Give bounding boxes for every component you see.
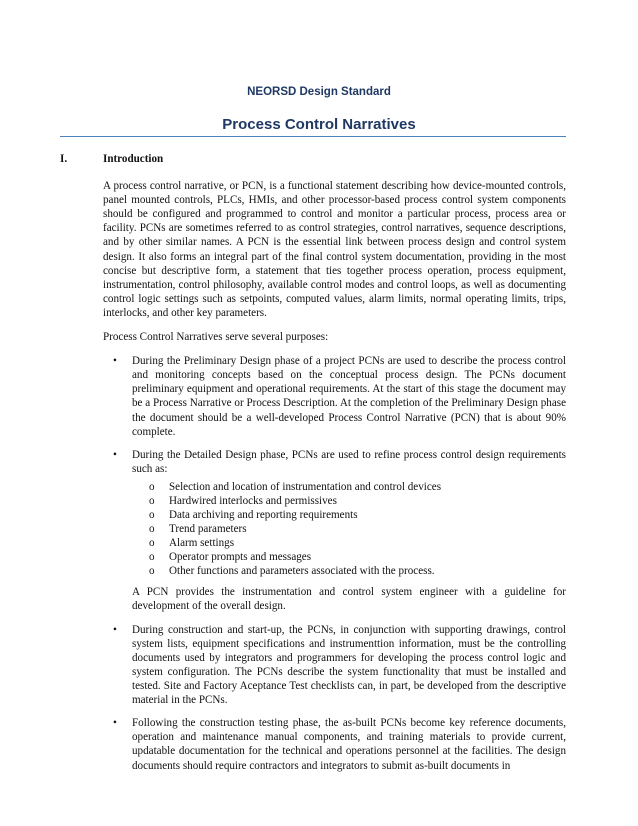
document-title: Process Control Narratives: [222, 116, 416, 133]
list-item: [103, 448, 566, 613]
sub-item-text: Hardwired interlocks and permissives: [169, 494, 337, 507]
sub-list-item: [132, 522, 566, 536]
section-number: I.: [60, 153, 68, 165]
list-item: [103, 623, 566, 708]
bullet-icon: •: [113, 717, 117, 730]
circle-bullet-icon: o: [149, 537, 155, 550]
sub-list-item: [132, 564, 566, 578]
circle-bullet-icon: o: [149, 523, 155, 536]
bullet-text: During construction and start-up, the PCNs, in conjunction with supporting drawings, control system lists, equipment specifications and instrumenttion information, must be the controlling documents used by integrators and programmers for developing the process control logic and system configuration. The PCNs describe the system functionality that must be installed and tested. Site and Factory Aceptance Test checklists can, in part, be developed from the descriptive material in the PCNs.: [132, 623, 566, 707]
bullet-text: During the Preliminary Design phase of a project PCNs are used to describe the process control and monitoring concepts based on the conceptual process design. The PCNs document preliminary equipment and operational requirements. At the start of this stage the document may be a Process Narrative or Process Description. At the completion of the Preliminary Design phase the document should be a well-developed Process Control Narrative (PCN) that is about 90% complete.: [132, 355, 566, 438]
list-item: [103, 354, 566, 439]
detailed-design-summary: A PCN provides the instrumentation and control system engineer with a guideline for development of the overall design.: [132, 585, 566, 612]
circle-bullet-icon: o: [149, 509, 155, 522]
section-content: [103, 179, 566, 773]
title-divider: [60, 136, 566, 137]
circle-bullet-icon: o: [149, 551, 155, 564]
sub-item-text: Trend parameters: [169, 523, 247, 536]
requirements-sublist: [132, 480, 566, 579]
sub-list-item: [132, 480, 566, 494]
bullet-text: Following the construction testing phase, the as-built PCNs become key reference documents, operation and maintenance manual components, and training materials to provide current, updatable documentation for the technical and operations personnel at the facilities. The design documents should require contractors and integrators to submit as-built documents in: [132, 717, 566, 772]
circle-bullet-icon: o: [149, 494, 155, 507]
sub-list-item: [132, 536, 566, 550]
section-heading: [60, 152, 566, 166]
document-body: [60, 152, 566, 782]
bullet-icon: •: [113, 355, 117, 368]
document-standard-label: NEORSD Design Standard: [247, 86, 391, 98]
bullet-text: During the Detailed Design phase, PCNs are used to refine process control design requirements such as:: [132, 448, 566, 475]
sub-item-text: Other functions and parameters associated with the process.: [169, 565, 435, 578]
bullet-icon: •: [113, 448, 117, 461]
intro-paragraph: A process control narrative, or PCN, is a functional statement describing how device-mounted controls, panel mounted controls, PLCs, HMIs, and other processor-based process control system components should be configured and programmed to control and monitor a particular process, process area or facility. PCNs are sometimes referred to as control strategies, control narratives, sequence descriptions, and by other similar names. A PCN is the essential link between process design and control system design. It also forms an integral part of the final control system documentation, providing in the most concise but descriptive form, a statement that ties together process operation, process equipment, instrumentation, control philosophy, available control modes and control loops, as well as documenting control logic settings such as setpoints, computed values, alarm limits, normal operating limits, trips, interlocks, and other key parameters.: [103, 180, 566, 319]
sub-item-text: Alarm settings: [169, 537, 235, 550]
purposes-list: [103, 354, 566, 773]
sub-item-text: Data archiving and reporting requirements: [169, 509, 358, 522]
sub-list-item: [132, 550, 566, 564]
circle-bullet-icon: o: [149, 480, 155, 493]
sub-list-item: [132, 494, 566, 508]
section-title: Introduction: [103, 153, 164, 165]
list-item: [103, 716, 566, 772]
bullet-icon: •: [113, 623, 117, 636]
sub-item-text: Selection and location of instrumentation and control devices: [169, 480, 442, 493]
purposes-lead: Process Control Narratives serve several purposes:: [103, 331, 329, 344]
circle-bullet-icon: o: [149, 565, 155, 578]
sub-item-text: Operator prompts and messages: [169, 551, 312, 564]
sub-list-item: [132, 508, 566, 522]
